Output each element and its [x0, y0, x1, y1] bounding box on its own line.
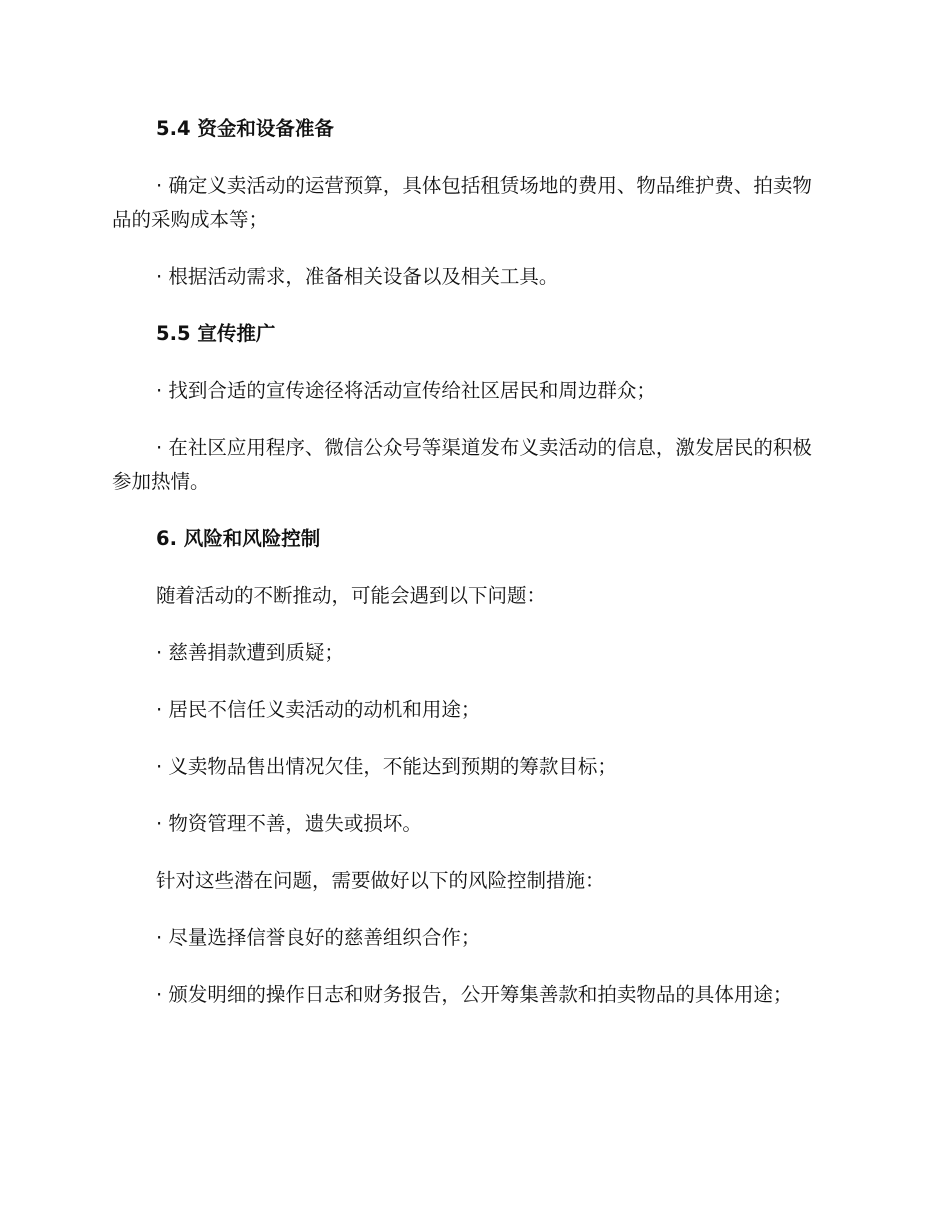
paragraph-equipment: · 根据活动需求，准备相关设备以及相关工具。	[156, 265, 559, 288]
list-item-control-2: · 颁发明细的操作日志和财务报告，公开筹集善款和拍卖物品的具体用途；	[156, 983, 793, 1006]
paragraph-promotion-channels: · 找到合适的宣传途径将活动宣传给社区居民和周边群众；	[156, 379, 656, 402]
list-item-risk-3: · 义卖物品售出情况欠佳，不能达到预期的筹款目标；	[156, 755, 617, 778]
paragraph-control-intro: 针对这些潜在问题，需要做好以下的风险控制措施：	[156, 869, 605, 892]
section-heading-6: 6. 风险和风险控制	[156, 527, 321, 550]
list-item-risk-2: · 居民不信任义卖活动的动机和用途；	[156, 698, 481, 721]
list-item-risk-1: · 慈善捐款遭到质疑；	[156, 641, 344, 664]
document-page	[112, 112, 822, 1035]
section-heading-5-5: 5.5 宣传推广	[156, 322, 276, 345]
paragraph-promotion-apps: · 在社区应用程序、微信公众号等渠道发布义卖活动的信息，激发居民的积极参加热情。	[112, 436, 812, 493]
list-item-control-1: · 尽量选择信誉良好的慈善组织合作；	[156, 926, 481, 949]
paragraph-budget: · 确定义卖活动的运营预算，具体包括租赁场地的费用、物品维护费、拍卖物品的采购成本等；	[112, 174, 812, 231]
paragraph-risk-intro: 随着活动的不断推动，可能会遇到以下问题：	[156, 584, 547, 607]
section-heading-5-4: 5.4 资金和设备准备	[156, 117, 334, 140]
list-item-risk-4: · 物资管理不善，遗失或损坏。	[156, 812, 422, 835]
